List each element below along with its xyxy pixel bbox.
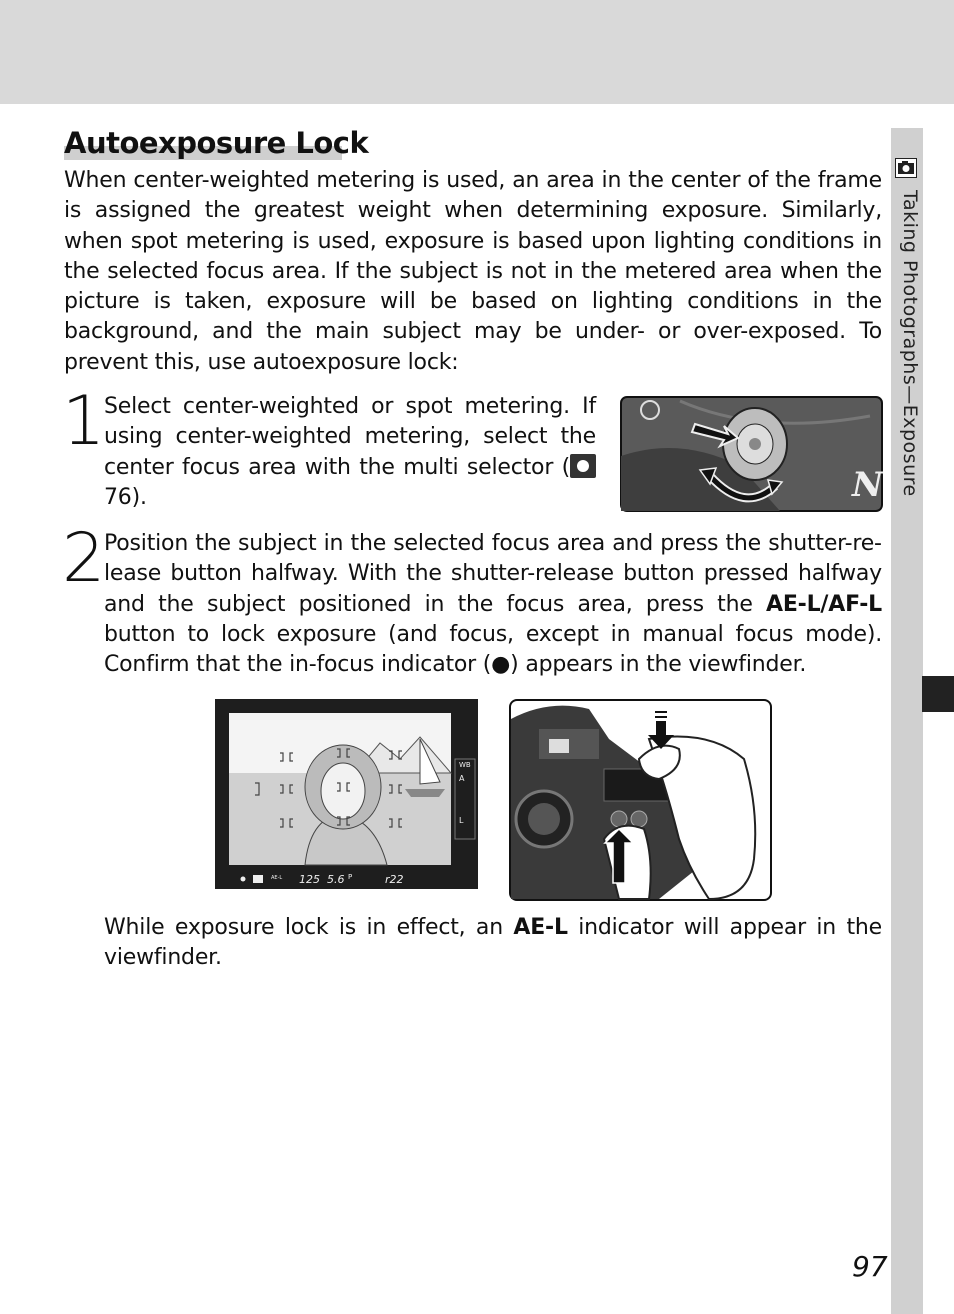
ae-lock-button-illustration (509, 699, 772, 901)
step-1-text (104, 392, 596, 513)
step-number-2: 2 (62, 519, 106, 598)
chapter-marker (922, 676, 954, 712)
camera-icon (895, 158, 917, 178)
svg-text:AE-L: AE-L (271, 875, 283, 881)
vf-a: A (459, 774, 465, 783)
step-2-text (104, 529, 882, 680)
header-band (0, 0, 954, 104)
page-title: Autoexposure Lock (64, 126, 369, 160)
after-text-a: While exposure lock is in effect, an (104, 915, 514, 940)
vf-frames: r22 (385, 873, 404, 886)
svg-text:N: N (852, 465, 883, 505)
intro-paragraph: When center-weighted metering is used, an area in the center of the frame is assigned the greatest weight when determining exposure. Similarly, when spot metering is used, exposure is based upon lighting conditions in the selected focus area. If the subject is not in the metered area when the picture is taken, exposure will be based on lighting conditions in the background, and the main subject may be under- or over-exposed. To prevent this, use autoexposure lock: (64, 168, 882, 375)
vf-aperture: 5.6 (327, 873, 345, 886)
ae-l-af-l-button-label: AE-L/AF-L (766, 591, 882, 617)
page-number: 97 (852, 1250, 888, 1283)
step-number-1: 1 (62, 382, 106, 461)
viewfinder-illustration (215, 699, 478, 889)
reference-icon (570, 454, 596, 478)
step-2-text-a: Position the subject in the selected focus area and press the shutter-release button halfway. With the shutter-release button pressed halfway and the subject positioned in the focus area, press the (104, 531, 882, 617)
metering-dial-illustration (620, 396, 883, 512)
after-text-b: indicator will appear in the viewfinder. (104, 915, 882, 971)
vf-shutter: 125 (299, 873, 320, 886)
step-1-text-a: Select center-weighted or spot metering. If using center-weighted metering, select the center focus area with the multi selector ( (104, 394, 596, 480)
vf-wb: WB (459, 761, 471, 769)
ae-l-indicator-label: AE-L (513, 915, 568, 940)
step-2-text-b: button to lock exposure (and focus, except in manual focus mode). Confirm that the in-focus indicator (●) appears in the viewfinder. (104, 621, 882, 678)
step-1-text-b: 76). (104, 484, 147, 510)
vf-l: L (459, 816, 464, 825)
section-label: Taking Photographs—Exposure (899, 190, 921, 497)
vf-mode: P (348, 873, 353, 881)
after-paragraph (104, 913, 882, 974)
